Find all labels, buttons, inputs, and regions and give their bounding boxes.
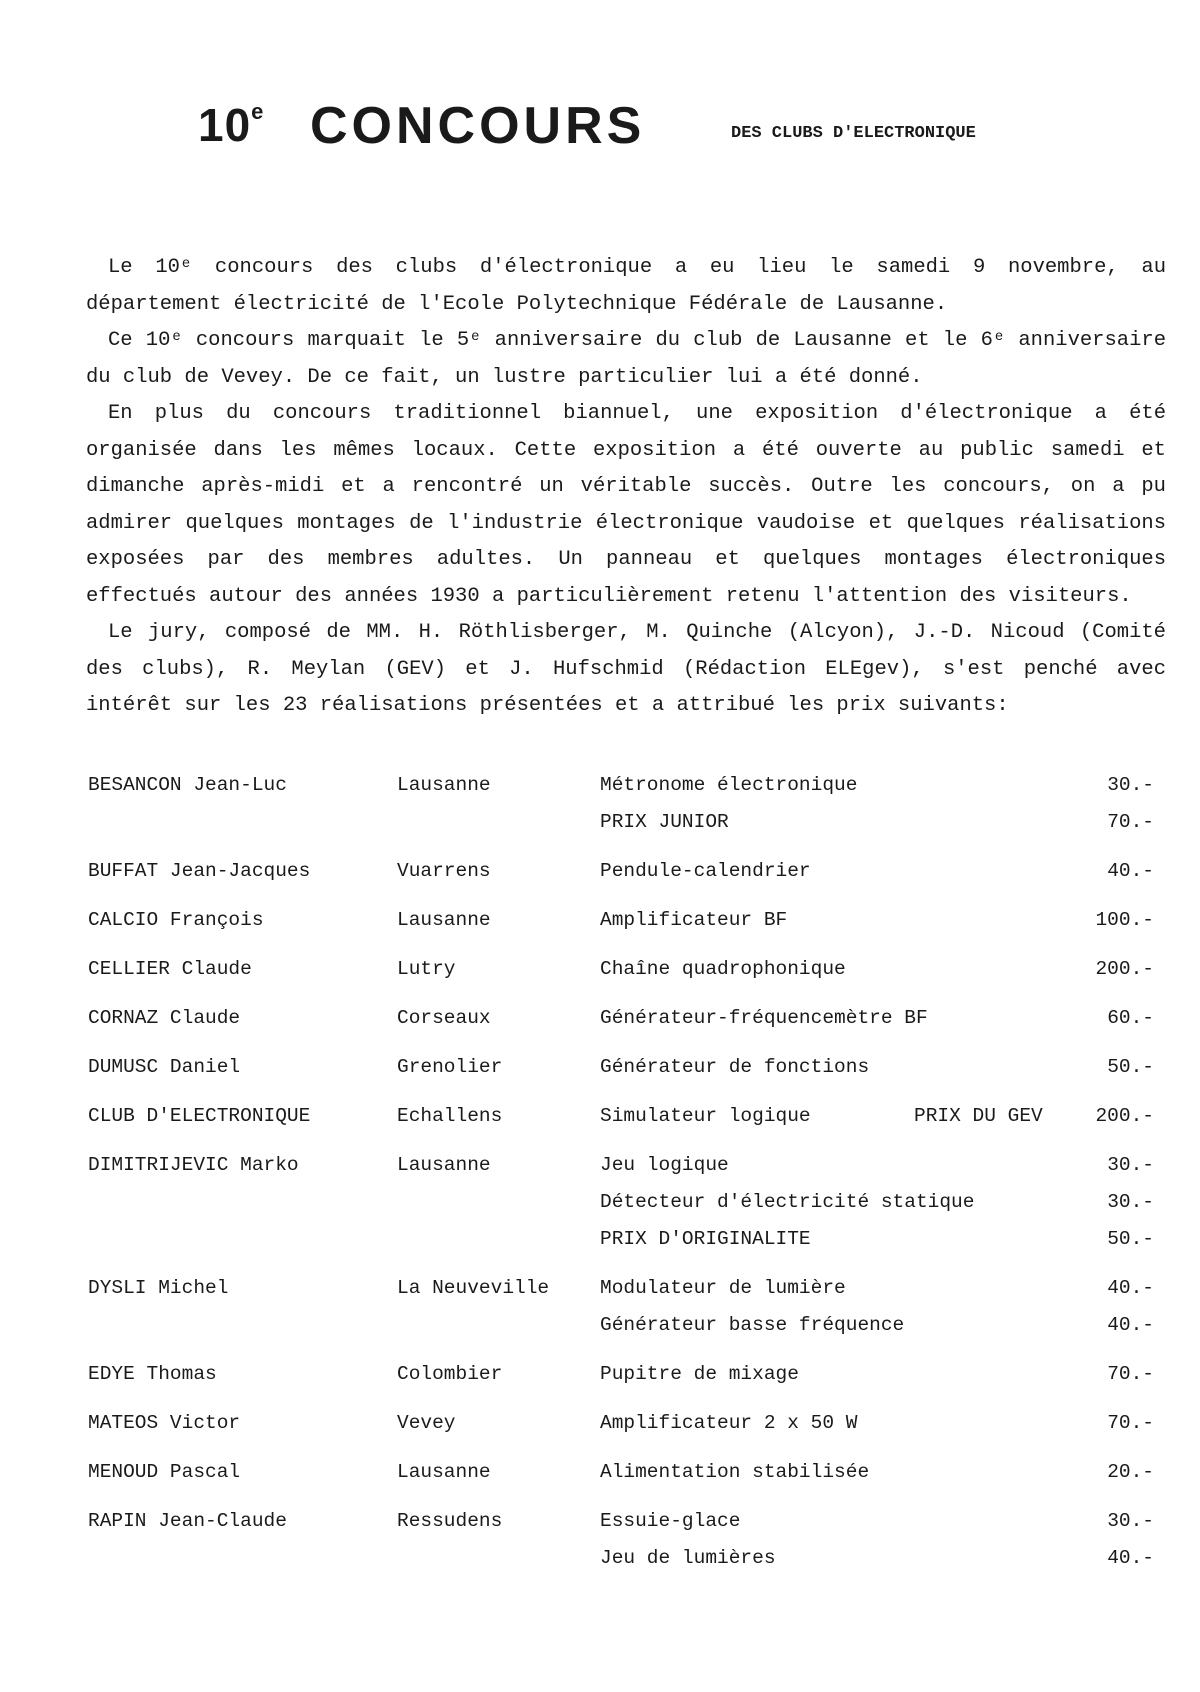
winner-name: RAPIN Jean-Claude xyxy=(88,1510,287,1532)
winner-name: DUMUSC Daniel xyxy=(88,1056,241,1078)
project-title: Simulateur logique xyxy=(600,1105,811,1127)
prize-entry xyxy=(84,903,1154,952)
prize-amount: 200.- xyxy=(1095,958,1154,980)
prize-entry xyxy=(84,1504,1154,1590)
prize-line xyxy=(84,952,1154,989)
prize-line xyxy=(84,854,1154,891)
winner-name: DYSLI Michel xyxy=(88,1277,229,1299)
page-title: CONCOURS xyxy=(310,97,646,155)
prize-amount: 70.- xyxy=(1107,811,1154,833)
project-title: Générateur de fonctions xyxy=(600,1056,870,1078)
project-title: PRIX D'ORIGINALITE xyxy=(600,1228,811,1250)
winner-town: Lausanne xyxy=(397,1461,491,1483)
winner-town: La Neuveville xyxy=(397,1277,550,1299)
prize-amount: 70.- xyxy=(1107,1412,1154,1434)
prize-amount: 50.- xyxy=(1107,1056,1154,1078)
winner-town: Vuarrens xyxy=(397,860,491,882)
winner-name: CELLIER Claude xyxy=(88,958,252,980)
prize-amount: 30.- xyxy=(1107,1510,1154,1532)
prize-line xyxy=(84,1185,1154,1222)
page-header xyxy=(198,96,1078,166)
project-title: Jeu de lumières xyxy=(600,1547,776,1569)
project-title: Modulateur de lumière xyxy=(600,1277,846,1299)
prize-line xyxy=(84,1455,1154,1492)
winner-town: Lausanne xyxy=(397,1154,491,1176)
prize-line xyxy=(84,1541,1154,1578)
intro-paragraph: Le 10ᵉ concours des clubs d'électronique a eu lieu le samedi 9 novembre, au département électricité de l'Ecole Polytechnique Fédérale de Lausanne. xyxy=(86,256,1166,316)
winner-town: Ressudens xyxy=(397,1510,503,1532)
winner-name: EDYE Thomas xyxy=(88,1363,217,1385)
page-subtitle: DES CLUBS D'ELECTRONIQUE xyxy=(731,124,976,143)
winner-name: CORNAZ Claude xyxy=(88,1007,241,1029)
project-title: Générateur basse fréquence xyxy=(600,1314,905,1336)
prize-line xyxy=(84,1050,1154,1087)
prize-entry xyxy=(84,1406,1154,1455)
prize-amount: 100.- xyxy=(1095,909,1154,931)
winner-name: CALCIO François xyxy=(88,909,264,931)
winner-name: BUFFAT Jean-Jacques xyxy=(88,860,311,882)
prize-list xyxy=(84,768,1154,1590)
project-title: Jeu logique xyxy=(600,1154,729,1176)
prize-amount: 50.- xyxy=(1107,1228,1154,1250)
winner-town: Vevey xyxy=(397,1412,456,1434)
winner-town: Corseaux xyxy=(397,1007,491,1029)
prize-line xyxy=(84,1099,1154,1136)
prize-entry xyxy=(84,1271,1154,1357)
winner-town: Lausanne xyxy=(397,774,491,796)
prize-entry xyxy=(84,768,1154,854)
prize-line xyxy=(84,805,1154,842)
winner-name: BESANCON Jean-Luc xyxy=(88,774,287,796)
prize-entry xyxy=(84,1050,1154,1099)
prize-amount: 20.- xyxy=(1107,1461,1154,1483)
winner-name: MATEOS Victor xyxy=(88,1412,241,1434)
edition-superscript: e xyxy=(251,99,265,124)
project-title: Générateur-fréquencemètre BF xyxy=(600,1007,928,1029)
project-title: Amplificateur 2 x 50 W xyxy=(600,1412,858,1434)
prize-entry xyxy=(84,1001,1154,1050)
prize-line xyxy=(84,1504,1154,1541)
intro-paragraph: Le jury, composé de MM. H. Röthlisberger, M. Quinche (Alcyon), J.-D. Nicoud (Comité des clubs), R. Meylan (GEV) et J. Hufschmid (Rédaction ELEgev), s'est penché avec intérêt sur les 23 réalisations présentées et a attribué les prix suivants: xyxy=(86,621,1166,717)
winner-name: MENOUD Pascal xyxy=(88,1461,241,1483)
winner-town: Grenolier xyxy=(397,1056,503,1078)
project-title: Métronome électronique xyxy=(600,774,858,796)
project-title: Pupitre de mixage xyxy=(600,1363,799,1385)
project-title: Alimentation stabilisée xyxy=(600,1461,870,1483)
prize-amount: 40.- xyxy=(1107,1314,1154,1336)
winner-name: CLUB D'ELECTRONIQUE xyxy=(88,1105,311,1127)
project-title: Amplificateur BF xyxy=(600,909,788,931)
prize-amount: 60.- xyxy=(1107,1007,1154,1029)
prize-line xyxy=(84,1001,1154,1038)
prize-amount: 40.- xyxy=(1107,1277,1154,1299)
winner-town: Echallens xyxy=(397,1105,503,1127)
prize-amount: 30.- xyxy=(1107,1154,1154,1176)
special-prize: PRIX DU GEV xyxy=(914,1105,1043,1127)
winner-town: Colombier xyxy=(397,1363,503,1385)
prize-amount: 200.- xyxy=(1095,1105,1154,1127)
prize-amount: 30.- xyxy=(1107,774,1154,796)
prize-entry xyxy=(84,854,1154,903)
winner-town: Lutry xyxy=(397,958,456,980)
prize-entry xyxy=(84,1148,1154,1271)
prize-line xyxy=(84,1308,1154,1345)
prize-amount: 70.- xyxy=(1107,1363,1154,1385)
prize-entry xyxy=(84,1455,1154,1504)
project-title: Essuie-glace xyxy=(600,1510,741,1532)
project-title: Détecteur d'électricité statique xyxy=(600,1191,975,1213)
project-title: PRIX JUNIOR xyxy=(600,811,729,833)
prize-line xyxy=(84,768,1154,805)
prize-line xyxy=(84,1222,1154,1259)
prize-amount: 40.- xyxy=(1107,1547,1154,1569)
project-title: Pendule-calendrier xyxy=(600,860,811,882)
edition-number: 10e xyxy=(198,99,265,151)
intro-paragraph: En plus du concours traditionnel biannuel, une exposition d'électronique a été organisée dans les mêmes locaux. Cette exposition a été ouverte au public samedi et dimanche après-midi et a rencontré un véritable succès. Outre les concours, on a pu admirer quelques montages de l'industrie électronique vaudoise et quelques réalisations exposées par des membres adultes. Un panneau et quelques montages électroniques effectués autour des années 1930 a particulièrement retenu l'attention des visiteurs. xyxy=(86,402,1166,608)
prize-line xyxy=(84,1406,1154,1443)
winner-town: Lausanne xyxy=(397,909,491,931)
intro-paragraph: Ce 10ᵉ concours marquait le 5ᵉ anniversaire du club de Lausanne et le 6ᵉ anniversaire du club de Vevey. De ce fait, un lustre particulier lui a été donné. xyxy=(86,329,1166,389)
prize-amount: 40.- xyxy=(1107,860,1154,882)
winner-name: DIMITRIJEVIC Marko xyxy=(88,1154,299,1176)
intro-text xyxy=(86,250,1166,725)
prize-line xyxy=(84,1357,1154,1394)
prize-amount: 30.- xyxy=(1107,1191,1154,1213)
prize-entry xyxy=(84,952,1154,1001)
prize-entry xyxy=(84,1099,1154,1148)
prize-line xyxy=(84,1148,1154,1185)
project-title: Chaîne quadrophonique xyxy=(600,958,846,980)
prize-line xyxy=(84,903,1154,940)
prize-line xyxy=(84,1271,1154,1308)
prize-entry xyxy=(84,1357,1154,1406)
